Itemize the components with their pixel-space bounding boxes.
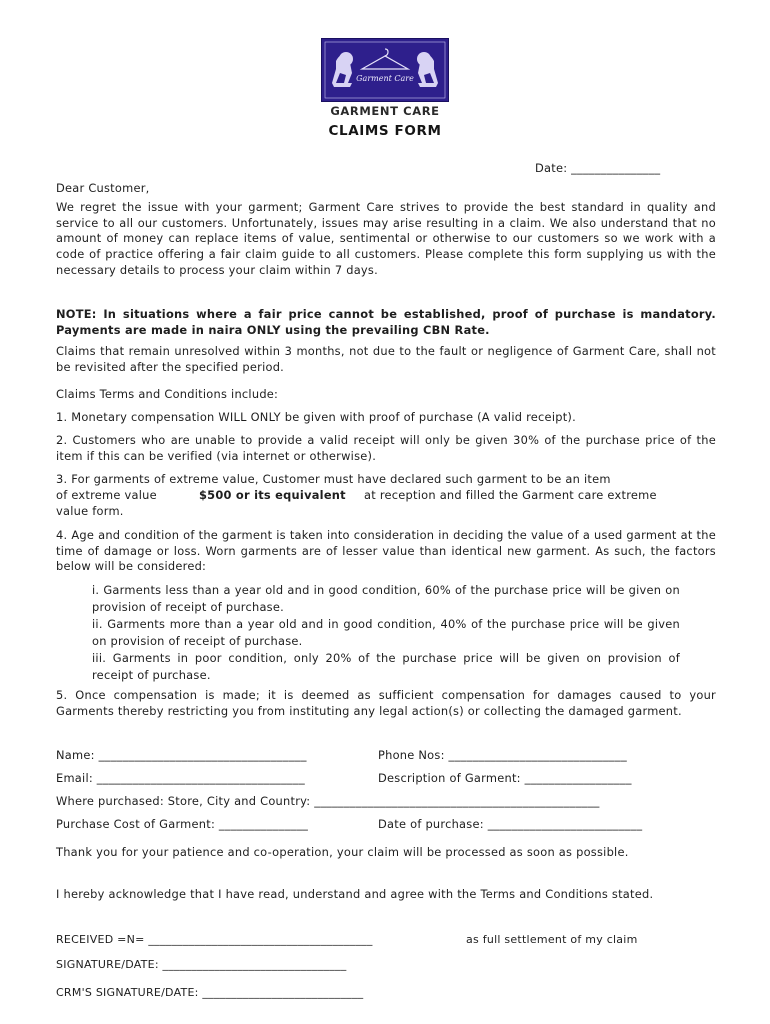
received-suffix: as full settlement of my claim	[466, 933, 638, 946]
acknowledge-paragraph: I hereby acknowledge that I have read, understand and agree with the Terms and Conditions stated.	[56, 887, 654, 901]
signature-field[interactable]: SIGNATURE/DATE: ________________________________	[56, 958, 347, 971]
term-4-item-ii: ii. Garments more than a year old and in good condition, 40% of the purchase price will be given on provision of receipt of purchase.	[92, 617, 680, 648]
term-4-item-i: i. Garments less than a year old and in good condition, 60% of the purchase price will be given on provision of receipt of purchase.	[92, 583, 680, 614]
term-2: 2. Customers who are unable to provide a valid receipt will only be given 30% of the purchase price of the item if this can be verified (via internet or otherwise).	[56, 433, 716, 463]
term-5: 5. Once compensation is made; it is deemed as sufficient compensation for damages caused to your Garments thereby restricting you from instituting any legal action(s) or collecting the damaged garment.	[56, 688, 716, 718]
date-of-purchase-field[interactable]: Date of purchase: __________________________	[378, 817, 643, 831]
brand-name: GARMENT CARE	[330, 104, 440, 118]
intro-paragraph: We regret the issue with your garment; Garment Care strives to provide the best standard in quality and service to all our customers. Unfortunately, issues may arise resulting in a claim. We also understand that no amount of money can replace items of value, sentimental or otherwise to our customers so we work with a code of practice offering a fair claim guide to all customers. Please complete this form supplying us with the necessary details to process your claim within 7 days.	[56, 200, 716, 277]
right-lion-icon	[417, 52, 438, 87]
term-3-suffix: at reception and filled the Garment care extreme	[364, 488, 657, 502]
company-logo	[321, 38, 449, 102]
logo-emblem	[322, 39, 448, 101]
unresolved-paragraph: Claims that remain unresolved within 3 months, not due to the fault or negligence of Garment Care, shall not be revisited after the specified period.	[56, 344, 716, 374]
name-field[interactable]: Name: ___________________________________	[56, 748, 307, 762]
received-field[interactable]: RECEIVED =N= _______________________________________	[56, 933, 373, 946]
term-1: 1. Monetary compensation WILL ONLY be given with proof of purchase (A valid receipt).	[56, 410, 576, 424]
where-purchased-field[interactable]: Where purchased: Store, City and Country: ________________________________________________	[56, 794, 600, 808]
description-field[interactable]: Description of Garment: __________________	[378, 771, 632, 785]
greeting: Dear Customer,	[56, 181, 150, 195]
logo-text: Garment Care	[356, 74, 414, 83]
term-3-amount: $500 or its equivalent	[199, 488, 346, 502]
page-title: CLAIMS FORM	[328, 123, 442, 139]
left-lion-icon	[332, 52, 353, 87]
phone-field[interactable]: Phone Nos: ______________________________	[378, 748, 627, 762]
thanks-paragraph: Thank you for your patience and co-operation, your claim will be processed as soon as possible.	[56, 845, 629, 859]
hanger-icon	[362, 49, 408, 69]
term-4: 4. Age and condition of the garment is taken into consideration in deciding the value of a used garment at the time of damage or loss. Worn garments are of lesser value than identical new garment. As such, the factors below will be considered:	[56, 528, 716, 574]
term-4-item-iii: iii. Garments in poor condition, only 20% of the purchase price will be given on provision of receipt of purchase.	[92, 651, 680, 682]
term-3-line-1: 3. For garments of extreme value, Customer must have declared such garment to be an item	[56, 472, 611, 486]
purchase-cost-field[interactable]: Purchase Cost of Garment: _______________	[56, 817, 309, 831]
crm-signature-field[interactable]: CRM'S SIGNATURE/DATE: ____________________________	[56, 986, 364, 999]
term-3-line-3: value form.	[56, 504, 124, 518]
term-3-prefix: of extreme value	[56, 488, 157, 502]
terms-heading: Claims Terms and Conditions include:	[56, 387, 279, 401]
date-field[interactable]: Date: _______________	[535, 161, 661, 175]
email-field[interactable]: Email: ___________________________________	[56, 771, 305, 785]
note-paragraph: NOTE: In situations where a fair price cannot be established, proof of purchase is mandatory. Payments are made in naira ONLY using the prevailing CBN Rate.	[56, 307, 716, 337]
